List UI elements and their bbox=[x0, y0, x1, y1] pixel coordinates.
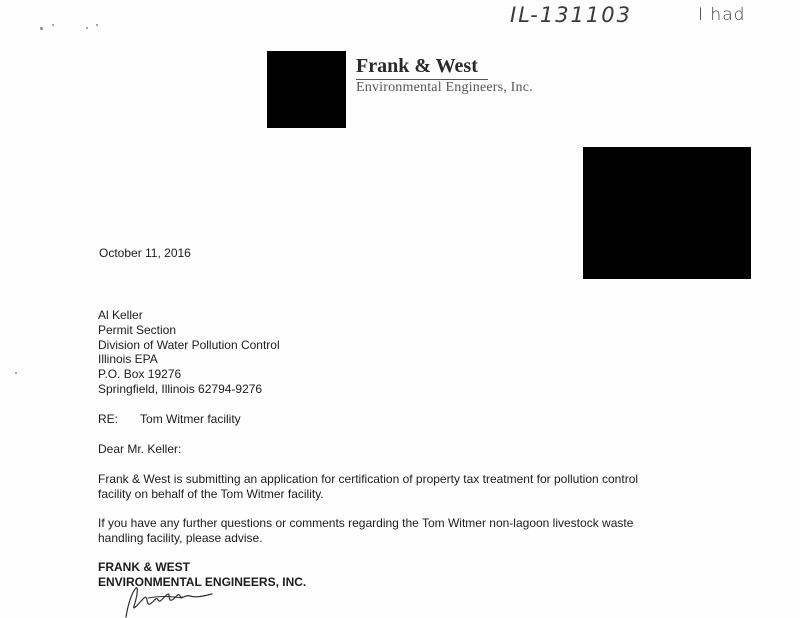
body-paragraph-1 bbox=[98, 472, 638, 502]
scan-speck bbox=[52, 24, 54, 26]
redacted-logo bbox=[267, 51, 346, 128]
subject-label: RE: bbox=[98, 412, 119, 426]
subject-value: Tom Witmer facility bbox=[140, 412, 241, 426]
paragraph-line: Frank & West is submitting an application for certification of property tax treatment for pollution control bbox=[98, 472, 639, 486]
body-paragraph-2 bbox=[98, 516, 633, 546]
paragraph-line: If you have any further questions or comments regarding the Tom Witmer non-lagoon livestock waste bbox=[98, 516, 634, 530]
scan-speck bbox=[96, 24, 98, 26]
handwritten-document-id: IL-131103 bbox=[510, 3, 633, 27]
paragraph-line: facility on behalf of the Tom Witmer facility. bbox=[98, 487, 324, 501]
handwritten-note: I had bbox=[698, 5, 746, 25]
address-line: P.O. Box 19276 bbox=[98, 367, 182, 382]
scan-speck bbox=[86, 27, 88, 29]
paragraph-line: handling facility, please advise. bbox=[98, 531, 263, 545]
address-line: Permit Section bbox=[98, 322, 177, 337]
address-line: Al Keller bbox=[98, 308, 143, 322]
redacted-block bbox=[583, 147, 751, 279]
subject-line bbox=[98, 412, 241, 427]
closing-line: ENVIRONMENTAL ENGINEERS, INC. bbox=[98, 575, 307, 589]
address-line: Illinois EPA bbox=[98, 352, 158, 367]
letterhead-firm-name: Frank & West bbox=[356, 55, 478, 77]
handwritten-signature bbox=[118, 584, 228, 618]
closing-line: FRANK & WEST bbox=[98, 560, 190, 574]
recipient-address bbox=[98, 308, 280, 397]
scan-speck bbox=[15, 372, 17, 374]
letterhead-firm-subtitle: Environmental Engineers, Inc. bbox=[356, 80, 533, 95]
letter-date: October 11, 2016 bbox=[99, 246, 191, 260]
address-line: Division of Water Pollution Control bbox=[98, 337, 280, 352]
scan-speck bbox=[40, 27, 43, 30]
address-line: Springfield, Illinois 62794-9276 bbox=[98, 381, 263, 396]
salutation: Dear Mr. Keller: bbox=[98, 442, 182, 456]
